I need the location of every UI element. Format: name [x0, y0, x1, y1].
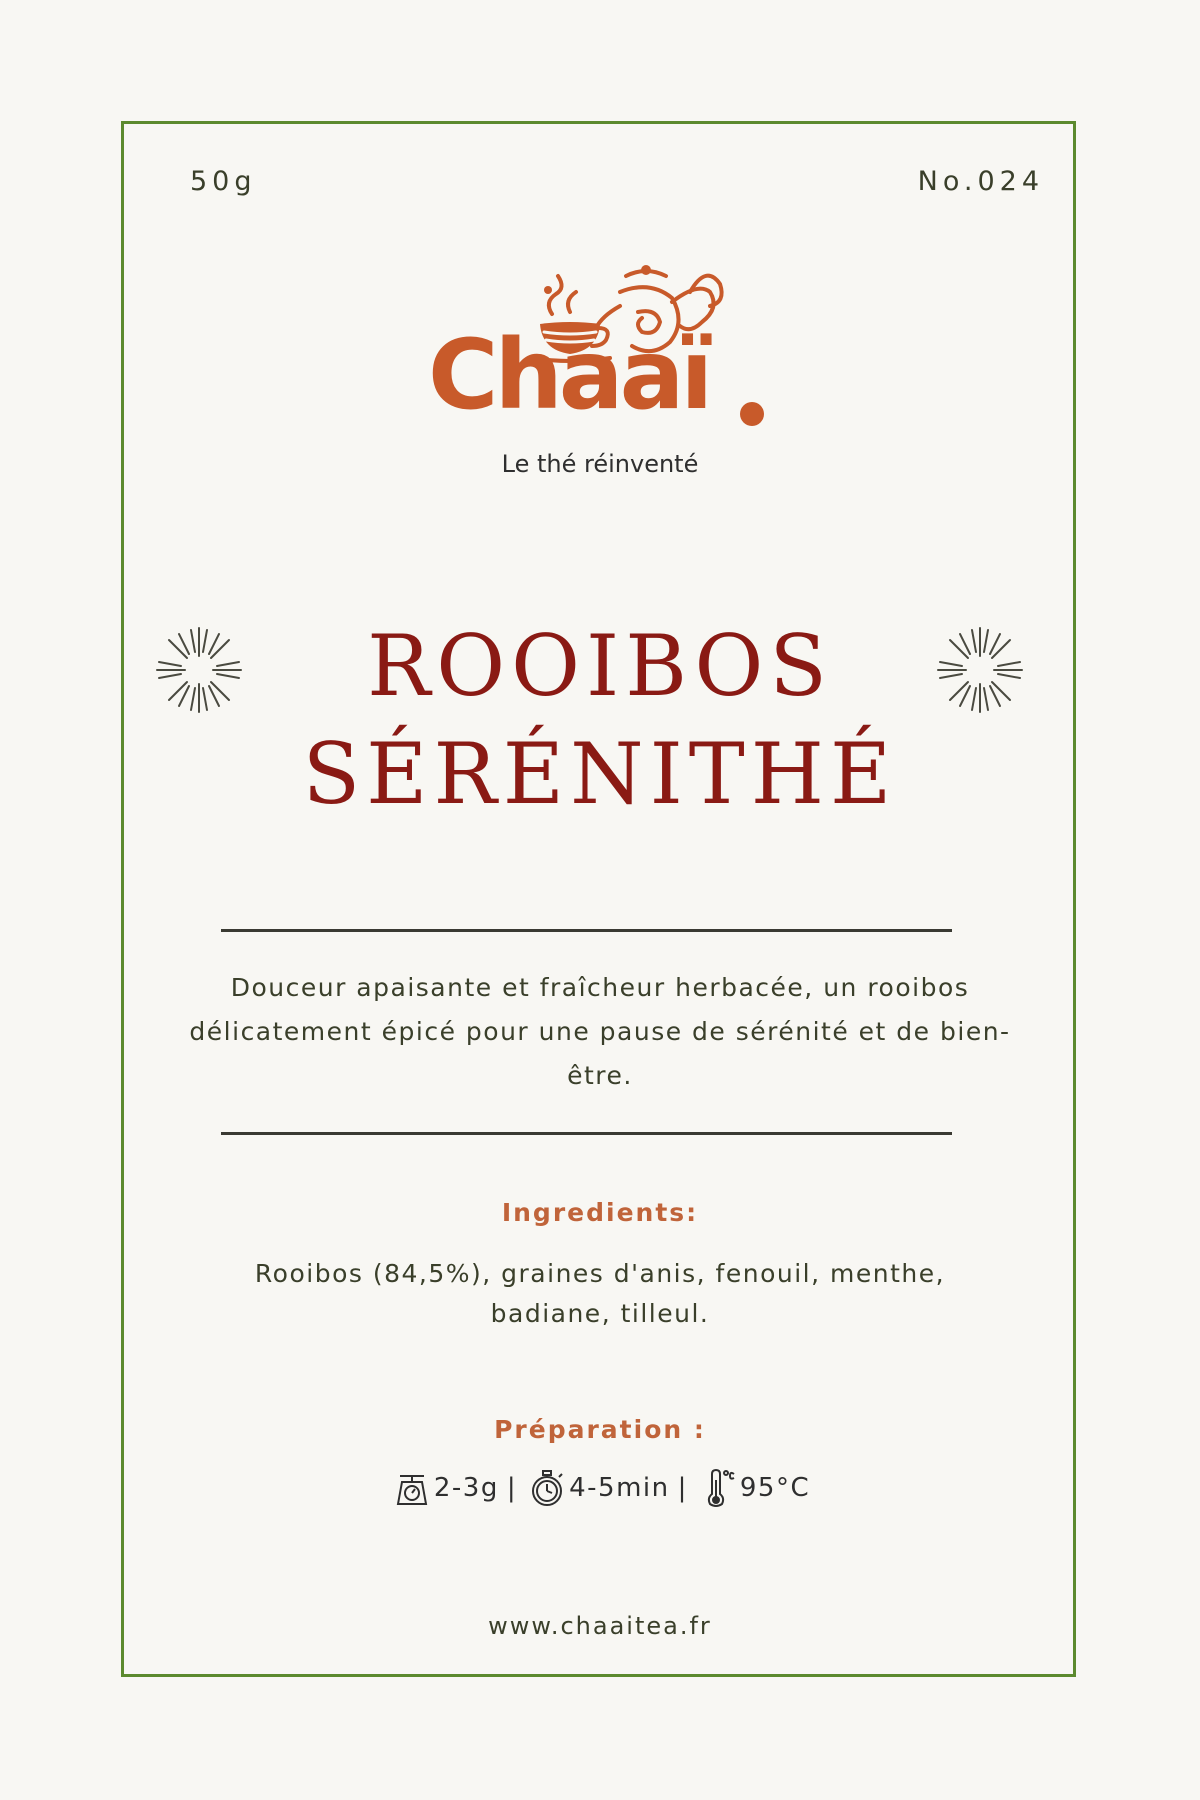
- preparation-row: [0, 1466, 1200, 1510]
- weight-label: 50g: [190, 166, 257, 197]
- website-link[interactable]: www.chaaitea.fr: [488, 1612, 712, 1640]
- divider: [221, 929, 952, 932]
- brand-name: Chaaï: [428, 319, 710, 431]
- prep-separator: |: [506, 1473, 518, 1503]
- prep-temperature: 95°C: [739, 1473, 811, 1503]
- product-description: Douceur apaisante et fraîcheur herbacée, un rooibos délicatement épicé pour une pause de sérénité et de bien-être.: [189, 973, 1011, 1090]
- product-number: No.024: [917, 166, 1044, 197]
- ingredients-text: Rooibos (84,5%), graines d'anis, fenouil, menthe, badiane, tilleul.: [254, 1259, 946, 1328]
- thermometer-icon: [700, 1468, 736, 1508]
- prep-separator: |: [677, 1473, 688, 1503]
- scale-icon: [394, 1468, 430, 1508]
- product-title-line1: ROOIBOS: [367, 617, 833, 715]
- preparation-heading: Préparation :: [494, 1415, 706, 1444]
- product-title: [0, 612, 1200, 828]
- brand-dot: [740, 402, 764, 426]
- brand-tagline: Le thé réinventé: [501, 450, 699, 478]
- product-title-line2: SÉRÉNITHÉ: [302, 725, 898, 823]
- divider: [221, 1132, 952, 1135]
- ingredients-heading: Ingredients:: [501, 1198, 699, 1227]
- brand-logo: [0, 262, 1200, 442]
- prep-time: 4-5min: [569, 1473, 670, 1503]
- stopwatch-icon: [529, 1468, 565, 1508]
- prep-dose: 2-3g: [433, 1473, 499, 1503]
